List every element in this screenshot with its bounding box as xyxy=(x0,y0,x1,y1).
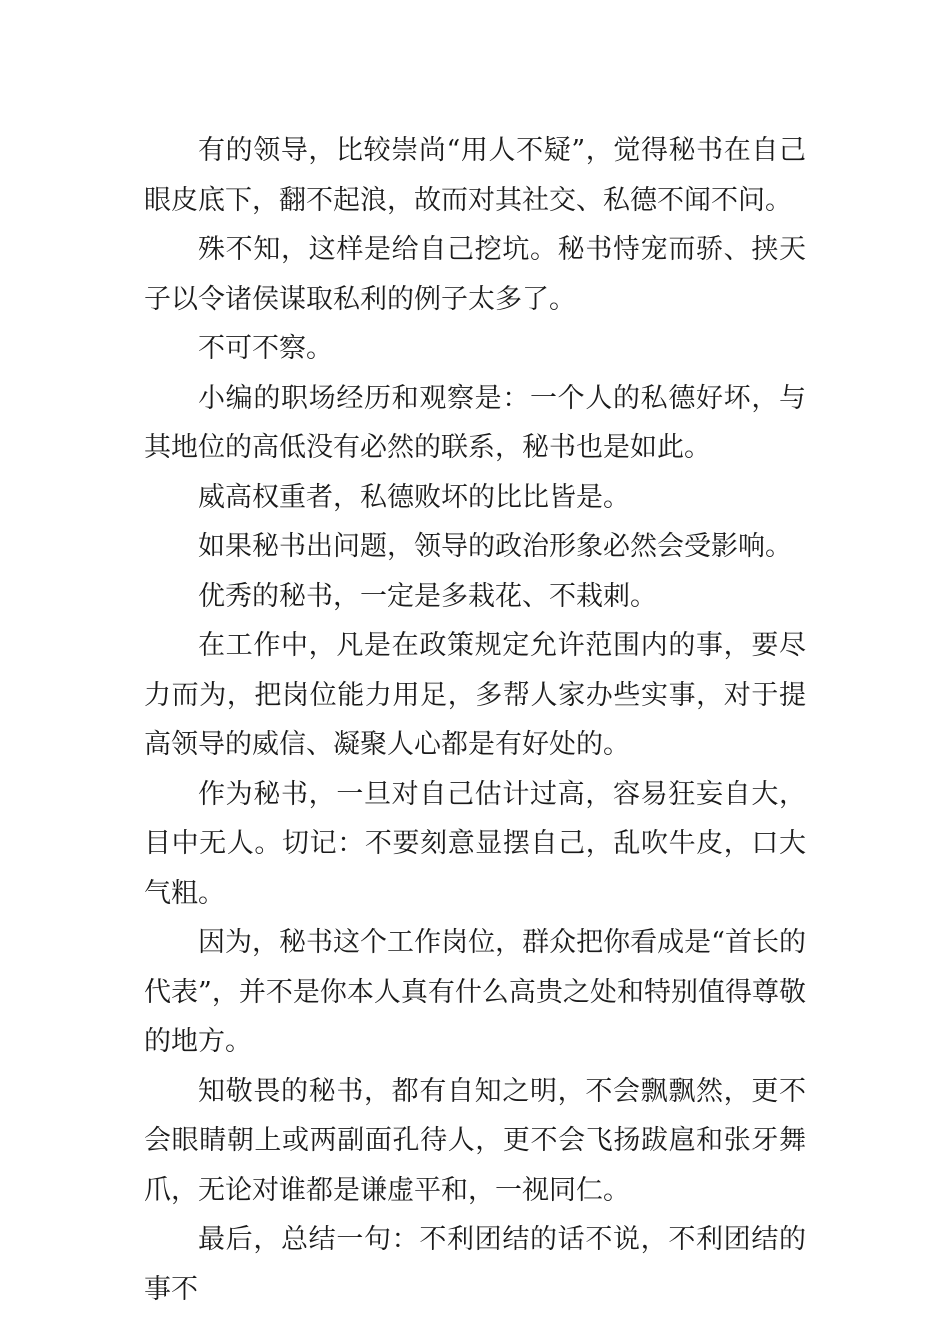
paragraph-11: 知敬畏的秘书，都有自知之明，不会飘飘然，更不会眼睛朝上或两副面孔待人，更不会飞扬跋扈和张牙舞爪，无论对谁都是谦虚平和，一视同仁。 xyxy=(144,1075,806,1206)
paragraph-6: 如果秘书出问题，领导的政治形象必然会受影响。 xyxy=(198,531,792,562)
paragraph-7: 优秀的秘书，一定是多栽花、不栽刺。 xyxy=(198,580,657,612)
paragraph-4: 小编的职场经历和观察是：一个人的私德好坏，与其地位的高低没有必然的联系，秘书也是如此。 xyxy=(144,382,806,463)
paragraph-1: 有的领导，比较崇尚“用人不疑”，觉得秘书在自己眼皮底下，翻不起浪，故而对其社交、私德不闻不问。 xyxy=(144,135,806,216)
paragraph-3: 不可不察。 xyxy=(198,333,333,364)
document-body xyxy=(144,126,806,1314)
paragraph-2: 殊不知，这样是给自己挖坑。秘书恃宠而骄、挟天子以令诸侯谋取私利的例子太多了。 xyxy=(144,234,806,315)
paragraph-12: 最后，总结一句：不利团结的话不说，不利团结的事不 xyxy=(144,1224,806,1305)
paragraph-8: 在工作中，凡是在政策规定允许范围内的事，要尽力而为，把岗位能力用足，多帮人家办些实事，对于提高领导的威信、凝聚人心都是有好处的。 xyxy=(144,630,806,760)
paragraph-10: 因为，秘书这个工作岗位，群众把你看成是“首长的代表”，并不是你本人真有什么高贵之处和特别值得尊敬的地方。 xyxy=(144,927,806,1057)
paragraph-9: 作为秘书，一旦对自己估计过高，容易狂妄自大，目中无人。切记：不要刻意显摆自己，乱吹牛皮，口大气粗。 xyxy=(144,778,806,909)
paragraph-5: 威高权重者，私德败坏的比比皆是。 xyxy=(198,481,630,513)
